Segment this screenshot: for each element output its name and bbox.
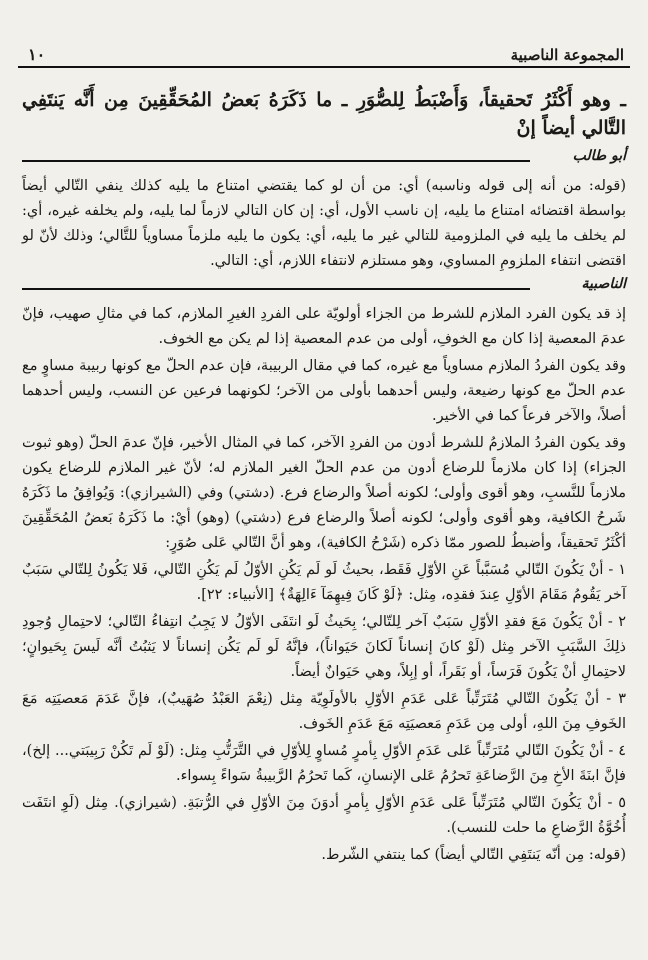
divider-line — [22, 160, 530, 162]
numbered-item: ٣ - أنْ يَكُونَ التّالي مُتَرَتِّباً عَلى عَدَمِ الأوّلِ بالأولَوِيّة مِثل (نِعْمَ العَبْدُ صُهَيبٌ)، فإنَّ عَدَمَ مَعصيَتِه مَعَ الخَوفِ مِنَ اللهِ، أولى مِن عَدَمِ مَعصيَتِه مَعَ عَدَمِ الخَوف. — [22, 691, 626, 732]
commentary-paragraph: وقد يكون الفردُ الملازمُ للشرط أدون من الفردِ الآخر، كما في المثال الأخير، فإنّ عدمَ الحلّ (وهو ثبوت الجزاء) إذا كان ملازماً للرضاع أدون من عدم الحلّ الغير الملازم له؛ لأنّ غير الملازم للرضاع يكون ملازماً للنَّسبِ، وهو أقوى وأولى؛ لكونه أصلاً والرضاع فرع. (دشتي) وفي (الشيرازي): وَيُوافِقُ ما ذَكَرَهُ شَرحُ الكافية، وهو أقوى وأولى؛ لكونه أصلاً والرضاع فرع (دشتي) (وهو) أيْ: ما ذَكَرَهُ بَعضُ المُحَقِّقِينَ أكْثَرُ تَحقيقاً، وأضبطُ للصور ممّا ذكره (شَرْحُ الكافية)، وهو أنَّ التّالي عَلى صُوَرٍ: — [22, 435, 626, 551]
commentary-paragraph: إذ قد يكون الفرد الملازم للشرط من الجزاء أولويّة على الفردِ الغيرِ الملازم، كما في مثالِ صهيب، فإنّ عدمَ المعصية إذا كان مع الخوفِ، أولى من عدم المعصية إذا لم يكن مع الخوف. — [22, 306, 626, 347]
page-body — [22, 78, 626, 960]
header-rule — [18, 66, 630, 68]
section-divider-abu-talib — [22, 148, 626, 170]
page-header — [20, 38, 628, 64]
numbered-item: ٢ - أنْ يَكُونَ مَعَ فقدِ الأوّلِ سَبَبٌ آخر لِلتّالي؛ بِحَيثُ لَو انتَفَى الأوّلُ لا يَجِبُ انتِفاءُ التّالي؛ لاحتِمالِ وُجودِ ذلِكَ السَّبَبِ الآخر مِثل (لَوْ كانَ إنساناً لَكانَ حَيَواناً)، فإنَّهُ لَو لَم يَكُن إنساناً لا يَثبُتُ أنَّه لَيسَ بِحَيوانٍ؛ لاحتِمالِ أنْ يَكُونَ فَرَساً، أو بَقَراً، أو إبِلاً، وهي حَيَوانٌ أيضاً. — [22, 614, 626, 680]
section-divider-nasibiyya — [22, 276, 626, 298]
section-label-nasibiyya: الناصبية — [581, 276, 626, 292]
vocalized-text-line: ـ وهو أَكْثَرُ تَحقيقاً، وَأَضْبَطُ لِلصُّوَرِ ـ ما ذَكَرَهُ بَعضُ المُحَقِّقِينَ مِن أَنَّه يَنتَفِي التَّالي أيضاً إنْ — [22, 89, 626, 139]
running-title: المجموعة الناصبية — [510, 46, 624, 64]
numbered-item: ٤ - أنْ يَكُونَ التّالي مُتَرَتِّباً عَلى عَدَمِ الأوّلِ بِأمرٍ مُساوٍ لِلأوّلِ في التَّرَتُّبِ مِثل: (لَوْ لَم تَكُنْ رَبِيبَتي... إلخ)، فإنَّ ابنَةَ الأخِ مِنَ الرَّضاعَةِ تَحرُمُ عَلى الإنسانِ، كَما تَحرُمُ الرَّبيبةُ سَواءً بِسواء. — [22, 743, 626, 784]
commentary-paragraph: (قوله: من أنه إلى قوله وناسبه) أي: من أن لو كما يقتضي امتناع ما يليه كذلك ينفي التّالي أيضاً بواسطة اقتضائه امتناع ما يليه، إن ناسب الأول، أي: إن كان التالي لازماً لما يليه، ولم يخلفه غيره، أي: لم يخلف ما يليه في الملزومية للتالي غير ما يليه، أي: يكون ما يليه ملزماً مساوياً للتَّالي؛ وذلك لأنّ لو اقتضى انتفاء الملزومِ المساوي، وهو مستلزم لانتفاء اللازم، أي: التالي. — [22, 178, 626, 269]
numbered-item: ١ - أنْ يَكُونَ التّالي مُسَبَّباً عَنِ الأوّلِ فَقَط، بحيثُ لَو لَم يَكُنِ الأوّلُ لَم يَكُنِ التّالي، فَلا يَكُونُ لِلتّالي سَبَبٌ آخر يَقُومُ مَقَامَ الأوّلِ عِندَ فقدِه، مِثل: ﴿لَوْ كَانَ فِيهِمَآ ءَالِهَةٌ﴾ [الأنبياء: ٢٢]. — [22, 562, 626, 603]
commentary-paragraph: وقد يكون الفردُ الملازم مساوياً مع غيره، كما في مقال الربيبة، فإن عدم الحلّ مع كونها ربيبة مساوٍ مع عدم الحلّ مع كونها رضيعة، وليس أحدهما بأولى من الآخر؛ لكونهما فرعين عن النسب، وليس أحدهما أصلاً، والآخر فرعاً كما في الأخير. — [22, 358, 626, 424]
divider-line — [22, 288, 530, 290]
page-number: ١٠ — [28, 45, 46, 64]
numbered-item: ٥ - أنْ يَكُونَ التّالي مُتَرَتِّباً عَلى عَدَمِ الأوّلِ بِأمرٍ أدوَنَ مِنَ الأوّلِ في الرُّتبَةِ. (شيرازي). مِثل (لَوِ انتَفَت أُخُوَّةُ الرَّضاعِ ما حلت للنسب). — [22, 795, 626, 836]
section-label-abu-talib: أبو طالب — [572, 148, 626, 164]
closing-quote-paragraph: (قوله: مِن أنّه يَنتَفِي التّالي أيضاً) كما ينتفي الشّرط. — [321, 847, 626, 863]
